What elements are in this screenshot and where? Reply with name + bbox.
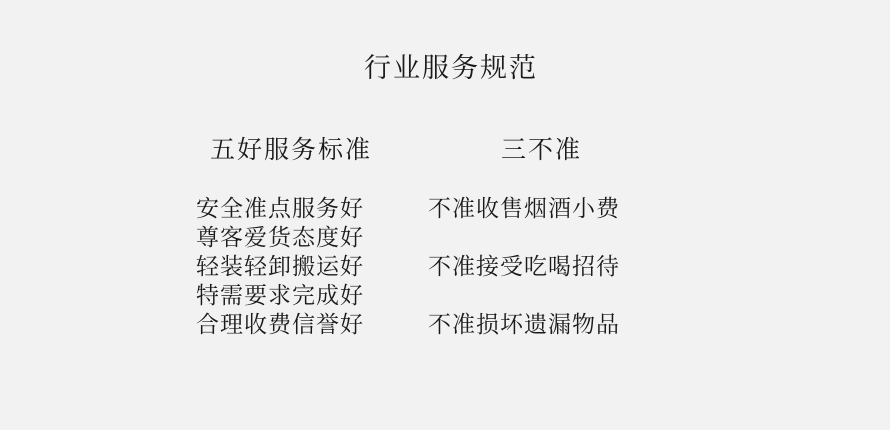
rule-prohibition: 不准接受吃喝招待: [428, 254, 620, 280]
column-headings: [196, 130, 836, 174]
heading-five-good-service-standards: 五好服务标准: [210, 135, 373, 164]
rules-list: [196, 190, 836, 338]
rule-standard: 安全准点服务好: [196, 196, 364, 222]
rules-row: [196, 219, 836, 251]
rules-row: [196, 277, 836, 309]
page-title: 行业服务规范: [364, 53, 538, 84]
rule-standard: 轻装轻卸搬运好: [196, 254, 364, 280]
rules-row: [196, 190, 836, 222]
rule-prohibition: 不准损坏遗漏物品: [428, 312, 620, 338]
rule-prohibition: 不准收售烟酒小费: [428, 196, 620, 222]
heading-three-prohibitions: 三不准: [501, 135, 583, 164]
rules-row: [196, 306, 836, 338]
rule-standard: 合理收费信誉好: [196, 312, 364, 338]
rules-row: [196, 248, 836, 280]
rule-standard: 尊客爱货态度好: [196, 225, 364, 251]
rule-standard: 特需要求完成好: [196, 283, 364, 309]
heading-row: [196, 130, 836, 174]
